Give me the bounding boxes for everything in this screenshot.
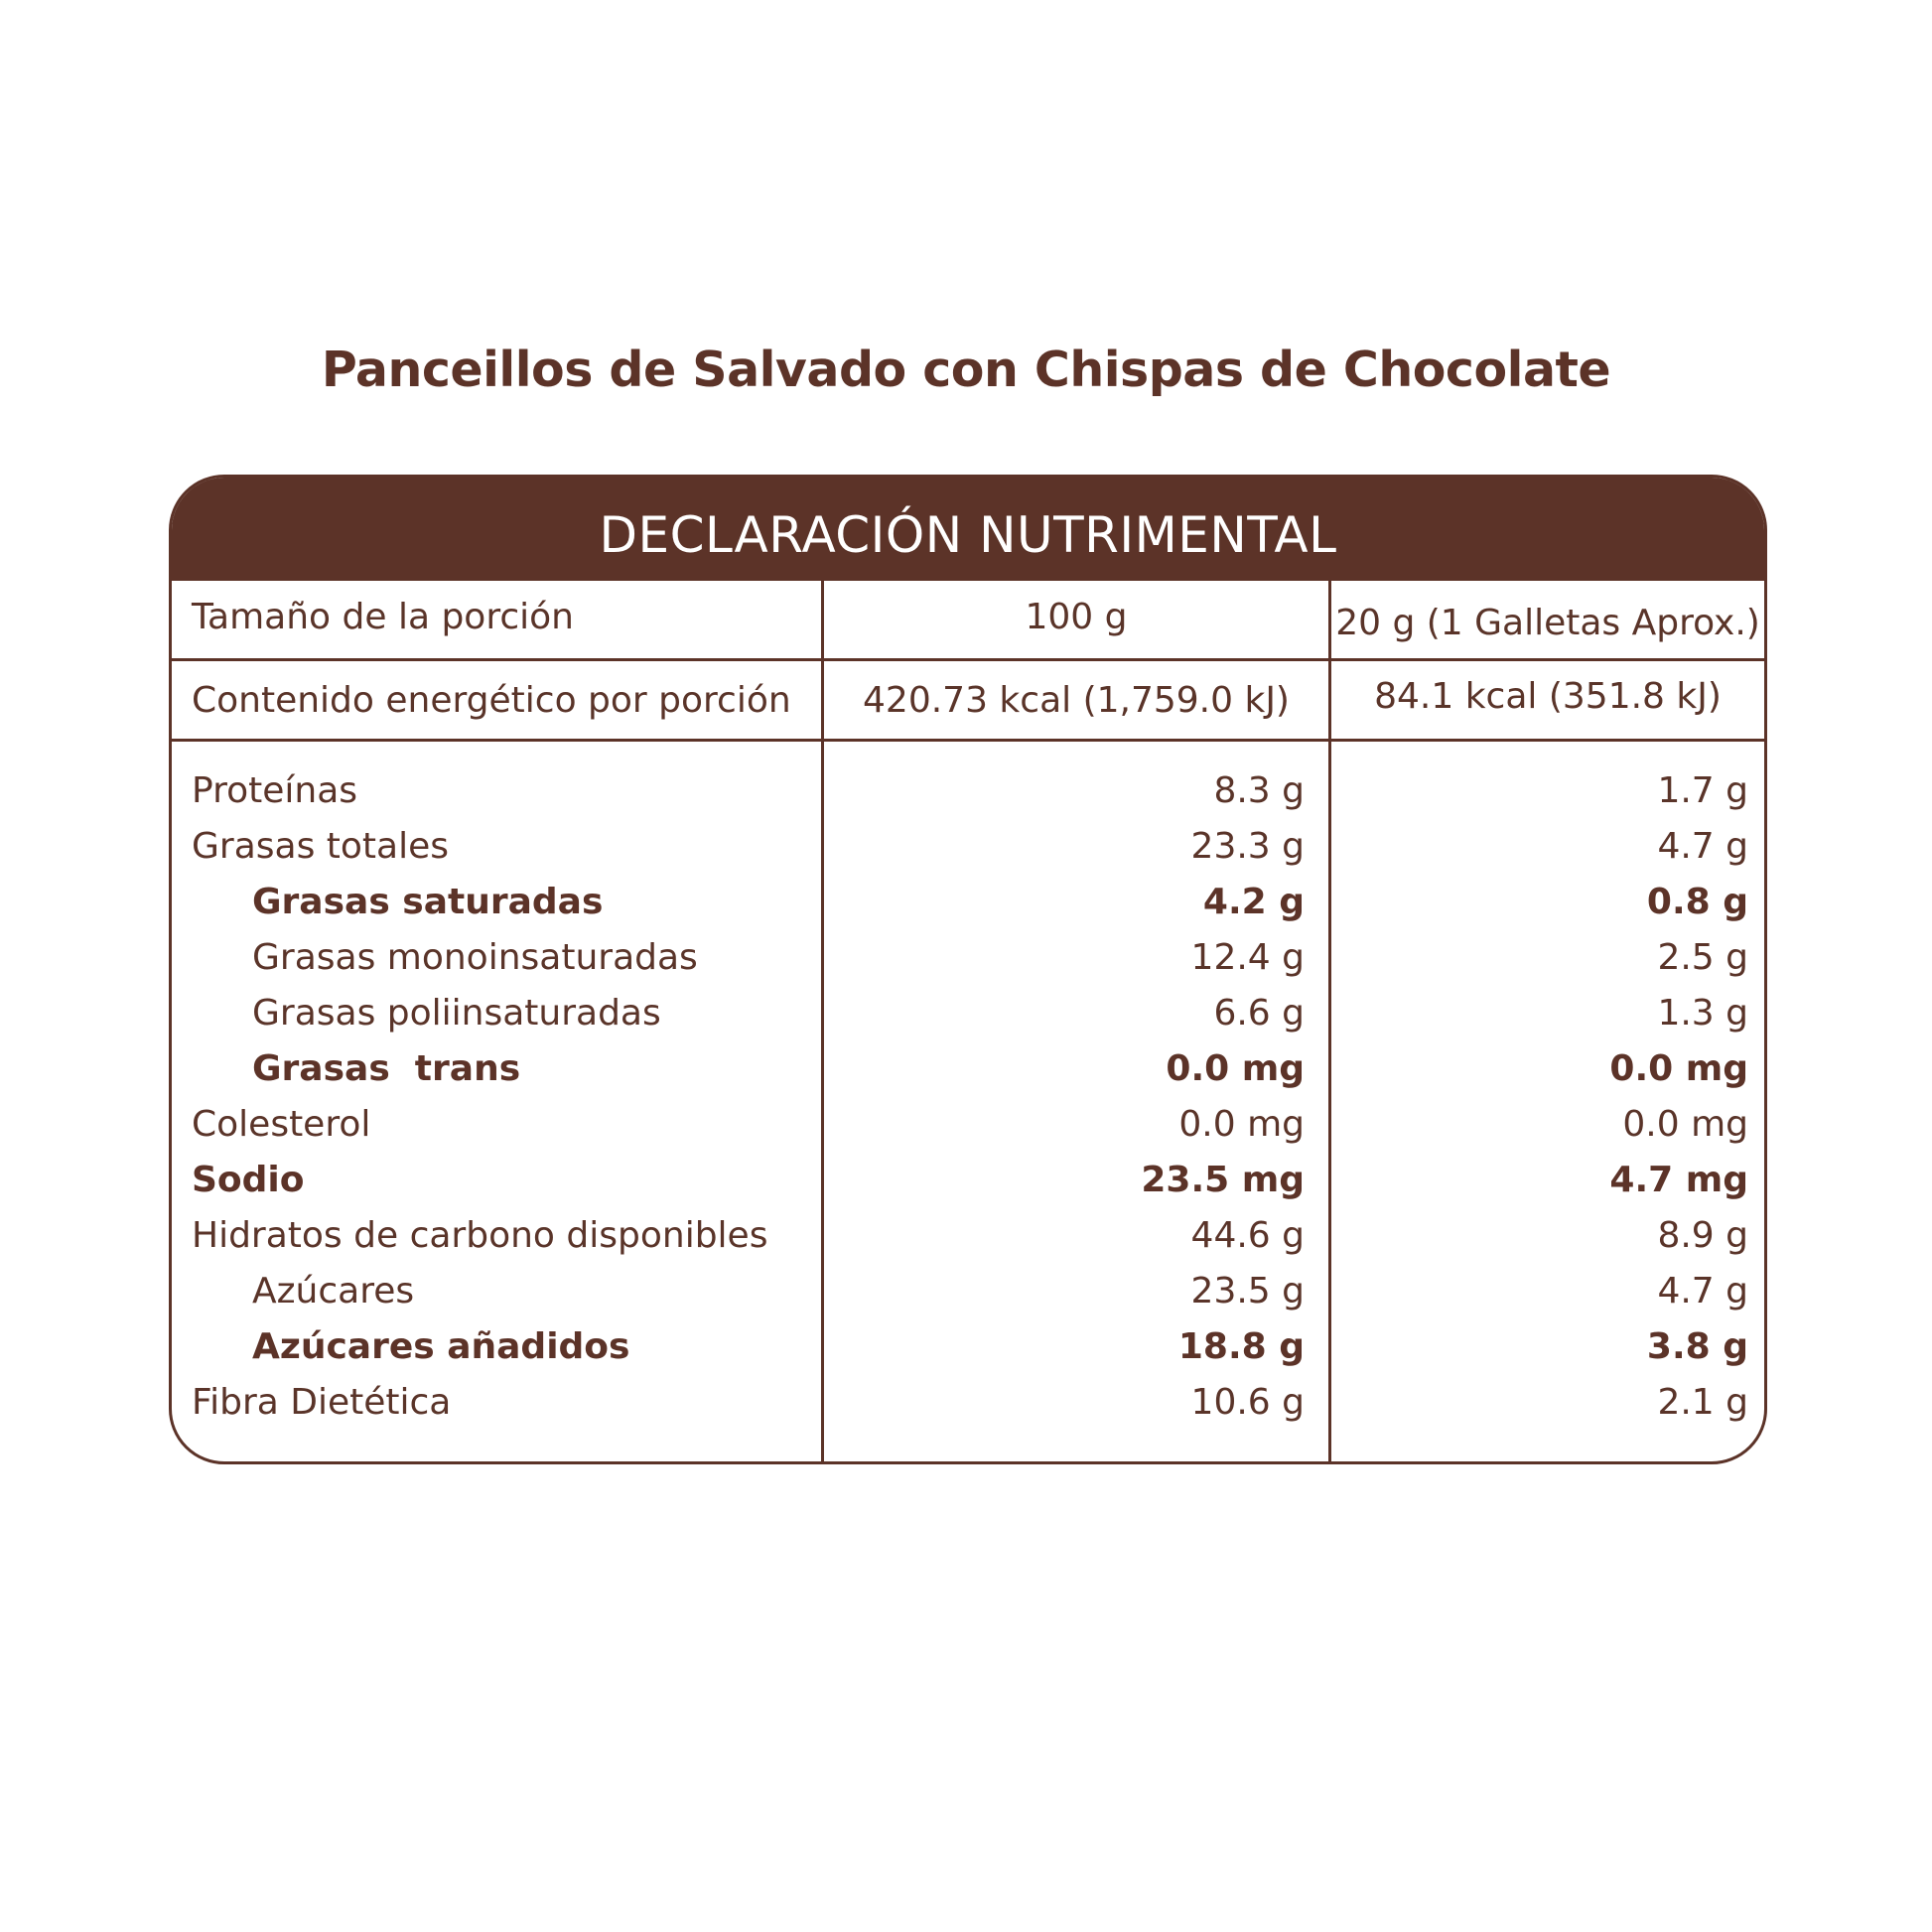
nutrient-value-col1: 0.0 mg <box>1178 1104 1305 1145</box>
nutrient-value-col2: 0.0 mg <box>1609 1048 1748 1089</box>
row-divider-serving <box>172 658 1764 661</box>
nutrient-value-col2: 4.7 g <box>1657 826 1748 867</box>
nutrient-value-col2: 3.8 g <box>1646 1326 1748 1367</box>
nutrient-value-col1: 6.6 g <box>1213 993 1305 1034</box>
nutrient-value-col2: 4.7 g <box>1657 1271 1748 1311</box>
energy-col1: 420.73 kcal (1,759.0 kJ) <box>863 680 1290 721</box>
serving-size-col1: 100 g <box>1025 597 1128 637</box>
nutrient-value-col1: 4.2 g <box>1202 882 1305 922</box>
nutrient-value-col1: 10.6 g <box>1190 1382 1305 1423</box>
nutrient-value-col2: 2.5 g <box>1657 937 1748 978</box>
nutrient-label: Proteínas <box>192 770 358 811</box>
nutrient-label: Hidratos de carbono disponibles <box>192 1215 768 1256</box>
nutrient-value-col2: 1.3 g <box>1657 993 1748 1034</box>
nutrient-value-col1: 23.5 g <box>1190 1271 1305 1311</box>
nutrient-value-col1: 18.8 g <box>1177 1326 1305 1367</box>
nutrient-label: Fibra Dietética <box>192 1382 452 1423</box>
nutrient-value-col1: 0.0 mg <box>1166 1048 1305 1089</box>
product-title: Panceillos de Salvado con Chispas de Chocolate <box>321 342 1611 398</box>
nutrient-value-col2: 8.9 g <box>1657 1215 1748 1256</box>
nutrient-value-col1: 8.3 g <box>1213 770 1305 811</box>
nutrient-value-col1: 12.4 g <box>1190 937 1305 978</box>
nutrient-label: Grasas saturadas <box>252 882 604 922</box>
nutrient-value-col2: 0.0 mg <box>1622 1104 1748 1145</box>
energy-label: Contenido energético por porción <box>192 680 791 721</box>
nutrient-value-col2: 2.1 g <box>1657 1382 1748 1423</box>
nutrient-value-col2: 1.7 g <box>1657 770 1748 811</box>
energy-col2: 84.1 kcal (351.8 kJ) <box>1374 676 1722 717</box>
nutrient-value-col1: 23.5 mg <box>1141 1160 1305 1200</box>
nutrient-label: Grasas monoinsaturadas <box>252 937 698 978</box>
nutrient-label: Sodio <box>192 1160 305 1200</box>
nutrient-label: Colesterol <box>192 1104 371 1145</box>
nutrient-value-col1: 44.6 g <box>1190 1215 1305 1256</box>
nutrient-label: Grasas totales <box>192 826 449 867</box>
nutrient-label: Grasas poliinsaturadas <box>252 993 661 1034</box>
nutrient-label: Grasas trans <box>252 1048 521 1089</box>
serving-size-col2: 20 g (1 Galletas Aprox.) <box>1335 603 1760 643</box>
serving-size-label: Tamaño de la porción <box>192 597 574 637</box>
nutrient-value-col1: 23.3 g <box>1190 826 1305 867</box>
nutrition-panel <box>169 475 1767 1464</box>
nutrient-value-col2: 4.7 mg <box>1609 1160 1748 1200</box>
panel-header: DECLARACIÓN NUTRIMENTAL <box>172 478 1764 581</box>
nutrient-value-col2: 0.8 g <box>1646 882 1748 922</box>
nutrient-label: Azúcares <box>252 1271 415 1311</box>
row-divider-energy <box>172 739 1764 742</box>
nutrient-label: Azúcares añadidos <box>252 1326 630 1367</box>
